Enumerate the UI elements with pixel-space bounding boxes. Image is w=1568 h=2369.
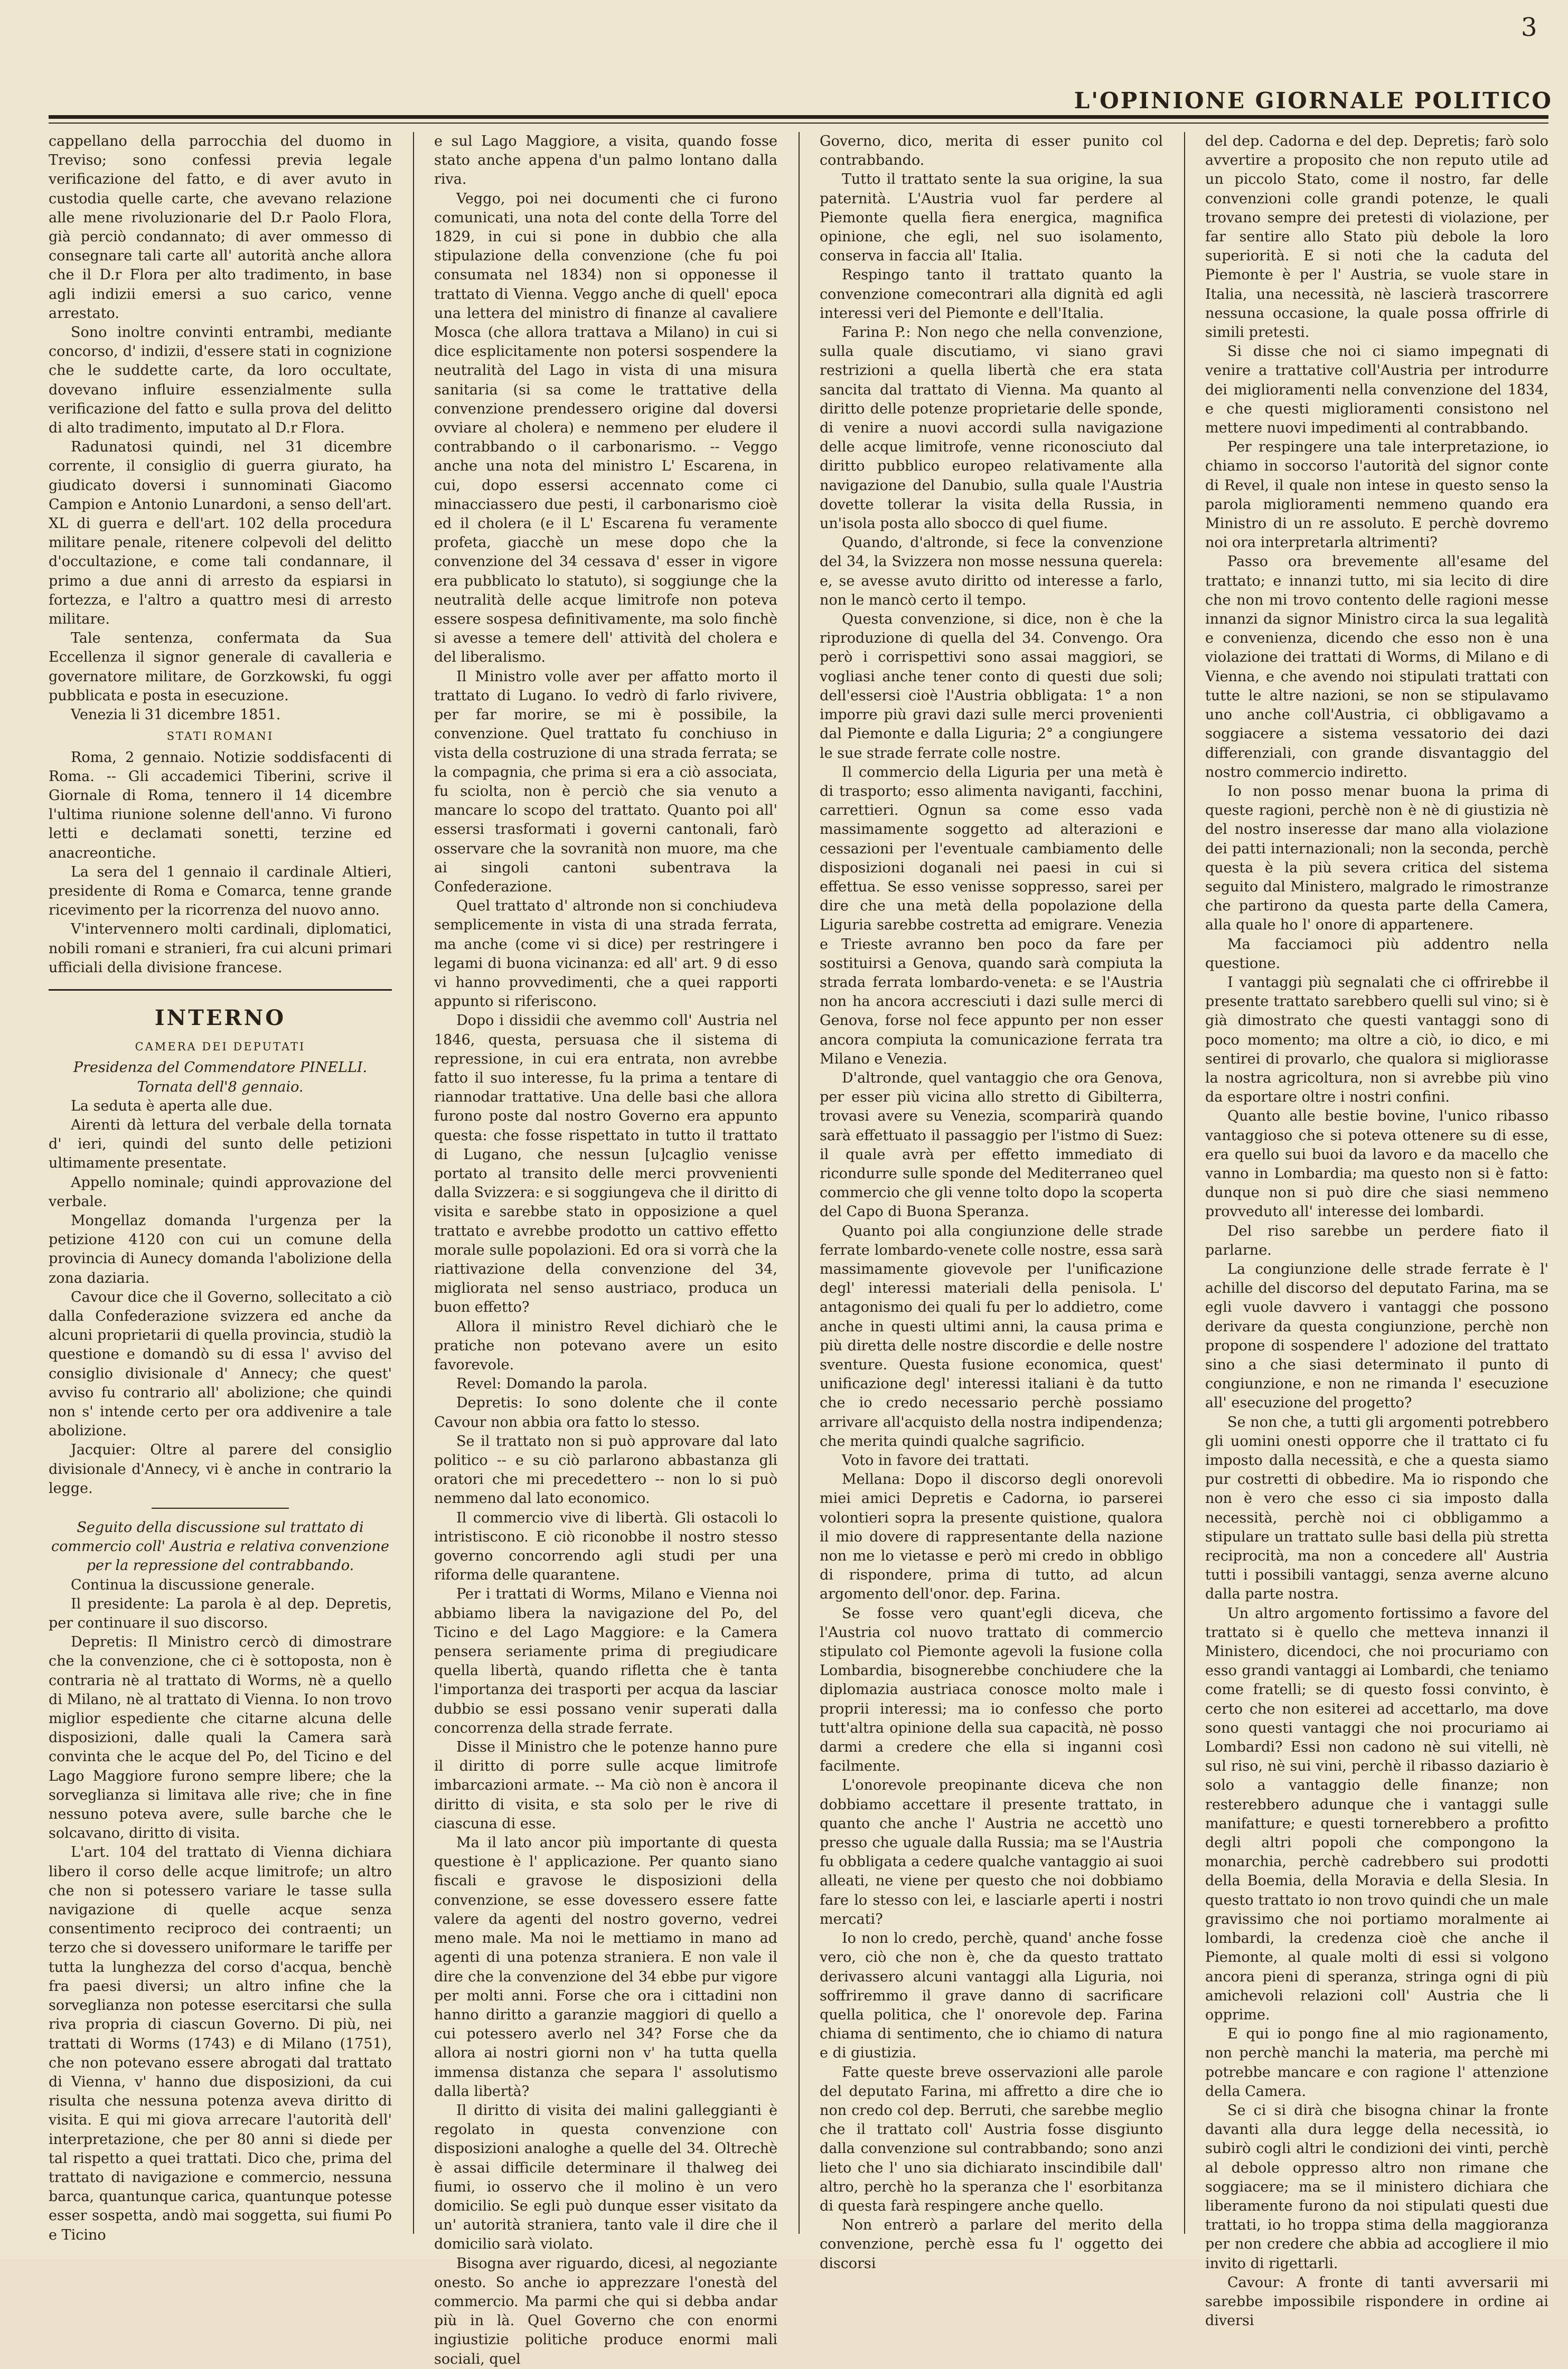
paragraph: Il presidente: La parola è al dep. Depretis, per continuare il suo discorso.	[49, 1595, 392, 1632]
paragraph: del dep. Cadorna e del dep. Depretis; farò solo avvertire a proposito che non reputo utile ad un piccolo Stato, come il nostro, far delle convenzioni colle grandi potenze, le quali trovano sempre dei pretesti di violazione, per far sentire allo Stato più debole la loro superiorità. E si noti che la caduta del Piemonte è per l' Austria, se vuole stare in Italia, una necessità, nè lascierà trascorrere nessuna occasione, la quale possa offrirle di simili pretesti.	[1205, 133, 1548, 341]
paragraph: Io non posso menar buona la prima di queste ragioni, perchè non è nè di giustizia nè del nostro inseresse dar mano alla violazione dei patti internazionali; non la seconda, perchè questa è la più severa critica del sistema seguito dal Ministero, malgrado le rimostranze che partirono da questa parte della Camera, alla quale ho l' onore di appartenere.	[1205, 783, 1548, 934]
paragraph: L'onorevole preopinante diceva che non dobbiamo accettare il presente trattato, in quanto che anche l' Austria ne accettò uno presso che uguale dalla Russia; ma se l'Austria fu obbligata a cedere qualche vantaggio ai suoi alleati, ne viene per questo che noi dobbiamo fare lo stesso con lei, e lasciarle aperti i nostri mercati?	[820, 1777, 1163, 1928]
paragraph: Se ci si dirà che bisogna chinar la fronte davanti alla dura legge della necessità, io subirò cogli altri le condizioni dei vinti, perchè al debole oppresso altro non rimane che soggiacere; ma se il ministero dichiara che liberamente furono da noi stipulati questi due trattati, io ho troppa stima della maggioranza per non credere che abbia ad accogliere il mio invito di rigettarli.	[1205, 2102, 1548, 2272]
paragraph: Se il trattato non si può approvare dal lato politico -- e su ciò parlarono abbastanza gli oratori che mi precedettero -- non lo si può nemmeno dal lato economico.	[434, 1433, 777, 1507]
paragraph: Il commercio vive di libertà. Gli ostacoli lo intristiscono. E ciò riconobbe il nostro stesso governo concorrendo agli studi per una riforma delle quarantene.	[434, 1509, 777, 1584]
dateline: Venezia li 31 dicembre 1851.	[71, 707, 281, 723]
paragraph: Mongellaz domanda l'urgenza per la petizione 4120 con cui un comune della provincia di Aunecy domanda l'abolizione della zona daziaria.	[49, 1212, 392, 1286]
paragraph: Cavour: A fronte di tanti avversarii mi sarebbe impossibile rispondere in ordine ai diversi	[1205, 2274, 1548, 2329]
paragraph: Se non che, a tutti gli argomenti potrebbero gli uomini onesti opporre che il trattato ci fu imposto dalla necessità, e che a questa siamo pur costretti di obbedire. Ma io rispondo che non è vero che esso ci sia imposto dalla necessità, perchè noi ci obbligammo a stipulare un trattato sulle basi della più stretta reciprocità, ma non a concedere all' Austria tutti i possibili vantaggi, senza averne alcuno dalla parte nostra.	[1205, 1414, 1548, 1603]
paragraph: Airenti dà lettura del verbale della tornata d' ieri, quindi del sunto delle petizioni ultimamente presentate.	[49, 1116, 392, 1172]
page-number: 3	[1521, 13, 1537, 42]
paragraph: Se fosse vero quant'egli diceva, che l'Austria col nuovo trattato di commercio stipulato col Piemonte agevoli la fusione colla Lombardia, bisognerebbe conchiudere che la diplomazia austriaca conosce molto male i proprii interessi; ma io confesso che porto tutt'altra opinione della sua capacità, nè posso darmi a credere che ella si inganni così facilmente.	[820, 1605, 1163, 1775]
masthead-title: L'OPINIONE GIORNALE POLITICO	[1074, 88, 1553, 114]
paragraph: Veggo, poi nei documenti che ci furono comunicati, una nota del conte della Torre del 1829, in cui si pone in dubbio che alla stipulazione della convenzione (che fu poi consumata nel 1834) non si opponesse il trattato di Vienna. Veggo anche di quell' epoca una lettera del ministro di finanze al cavaliere Mosca (che allora trattava a Milano) in cui si dice esplicitamente non potersi sospendere la neutralità del Lago in vista di una misura sanitaria (si sa come le trattative della convenzione prendessero origine dal doversi ovviare al cholera) e nemmeno per eludere il contrabbando o il carbonarismo. -- Veggo anche una nota del ministro L' Escarena, in cui, dopo essersi accennato come ci minacciassero due pesti, il carbonarismo cioè ed il cholera (e il L' Escarena fu veramente profeta, giacchè un mese dopo che la convenzione del 34 cessava d' esser in vigore era pubblicato lo statuto), si soggiunge che la neutralità delle acque limitrofe non poteva essere sospesa definitivamente, ma solo finchè si avesse a temere dell' attività del cholera e del liberalismo.	[434, 190, 777, 666]
paragraph: Farina P.: Non nego che nella convenzione, sulla quale discutiamo, vi siano gravi restrizioni a quella libertà che era stata sancita dal trattato di Vienna. Ma quanto al diritto delle potenze proprietarie delle sponde, di venire a nuovi accordi sulla navigazione delle acque limitrofe, venne riconosciuto dal diritto pubblico europeo relativamente alla navigazione del Danubio, sulla quale l'Austria dovette tollerar la visita della Russia, in un'isola posta allo sbocco di quel fiume.	[820, 324, 1163, 532]
paragraph: Un altro argomento fortissimo a favore del trattato si è quello che metteva innanzi il Ministero, dicendoci, che noi procuriamo con esso grandi vantaggi ai Lombardi, che teniamo come fratelli; se di questo fossi convinto, è certo che non esiterei ad accettarlo, ma dove sono questi vantaggi che noi procuriamo ai Lombardi? Essi non cadono nè sui vitelli, nè sul riso, nè sui vini, perchè il ribasso daziario è solo a vantaggio delle finanze; non resterebbero adunque che i vantaggi sulle manifatture; e questi tornerebbero a profitto degli altri popoli che compongono la monarchia, perchè cadrebbero sui prodotti della Boemia, della Moravia e della Slesia. In questo trattato io non trovo quindi che un male gravissimo che noi portiamo moralmente ai lombardi, la credenza cioè che anche il Piemonte, al quale molti di essi si volgono ancora pieni di speranza, stringa ogni di più amichevoli relazioni coll' Austria che li opprime.	[1205, 1605, 1548, 2023]
paragraph: Governo, dico, merita di esser punito col contrabbando.	[820, 133, 1163, 169]
paragraph: Appello nominale; quindi approvazione del verbale.	[49, 1174, 392, 1210]
paragraph: V'intervennero molti cardinali, diplomatici, nobili romani e stranieri, fra cui alcuni primari ufficiali della divisione francese.	[49, 921, 392, 976]
paragraph: Voto in favore dei trattati.	[842, 1452, 1029, 1469]
paragraph: Passo ora brevemente all'esame del trattato; e innanzi tutto, mi sia lecito di dire che non mi trovo contento delle ragioni messe innanzi da signor Ministro circa la sua legalità e convenienza, dicendo che esso non è una violazione dei trattati di Worms, di Milano e di Vienna, e che avendo noi stipulati trattati con tutte le altre nazioni, se non se stipulavamo uno anche coll'Austria, ci obbligavamo a soggiacere a sistema vessatorio dei dazi differenziali, con grande disvantaggio del nostro commercio indiretto.	[1205, 553, 1548, 781]
column-divider	[799, 132, 800, 2234]
paragraph: Quel trattato d' altronde non si conchiudeva semplicemente in vista di una strada ferrata, ma anche (come vi si dice) per restringere i legami di buona vicinanza: ed all' art. 9 di esso vi hanno provvedimenti, che a quei rapporti appunto si riferiscono.	[434, 898, 777, 1010]
paragraph: Respingo tanto il trattato quanto la convenzione comecontrari alla dignità ed agli interessi veri del Piemonte e dell'Italia.	[820, 267, 1163, 322]
paragraph: Del riso sarebbe un perdere fiato il parlarne.	[1205, 1223, 1548, 1258]
paragraph: Il commercio della Liguria per una metà è di trasporto; esso alimenta naviganti, facchini, carrettieri. Ognun sa come esso vada massimamente soggetto ad alterazioni e cessazioni per l'eventuale cambiamento delle disposizioni doganali nei paesi in cui si effettua. Se esso venisse soppresso, sarei per dire che una metà della popolazione della Liguria sarebbe costretta ad emigrare. Venezia e Trieste avranno ben poco da fare per sostituirsi a Genova, quando sarà compiuta la strada ferrata lombardo-veneta: e se l'Austria non ha ancora accresciuti i dazi sulle merci di Genova, forse nol fece appunto per non esser ancora compiuta la comunicazione ferrata tra Milano e Venezia.	[820, 764, 1163, 1067]
paragraph: Mellana: Dopo il discorso degli onorevoli miei amici Depretis e Cadorna, io parserei volontieri sopra la presente quistione, qualora il mio dovere di rappresentante della nazione non me lo vietasse e però mi credo in obbligo di rispondere, prima di tutto, ad alcun argomento dell'onor. dep. Farina.	[820, 1471, 1163, 1603]
subheading-presidenza: Presidenza del Commendatore PINELLI.	[73, 1059, 368, 1076]
column-1	[49, 132, 392, 2243]
paragraph: E qui io pongo fine al mio ragionamento, non perchè manchi la materia, ma perchè mi potrebbe mancare e con ragione l' attenzione della Camera.	[1205, 2026, 1548, 2100]
subheading-camera: CAMERA DEI DEPUTATI	[135, 1040, 306, 1054]
paragraph: Allora il ministro Revel dichiarò che le pratiche non potevano avere un esito favorevole.	[434, 1318, 777, 1373]
paragraph: Quando, d'altronde, si fece la convenzione del 34, la Svizzera non mosse nessuna querela: e, se avesse avuto diritto od interesse a farlo, non le mancò certo il tempo.	[820, 534, 1163, 608]
paragraph: Radunatosi quindi, nel 31 dicembre corrente, il consiglio di guerra giurato, ha giudicato doversi i sunnominati Giacomo Campion e Antonio Lunardoni, a senso dell'art. XL di guerra e dell'art. 102 della procedura militare penale, ritenere colpevoli del delitto d'occultazione, e come tali condannare, il primo a due anni di arresto da espiarsi in fortezza, e l'altro a quattro mesi di arresto militare.	[49, 439, 392, 628]
paragraph: Roma, 2 gennaio. Notizie soddisfacenti di Roma. -- Gli accademici Tiberini, scrive il Giornale di Roma, tennero il 14 dicembre l'ultima riunione solenne dell'anno. Vi furono letti e declamati sonetti, terzine ed anacreontiche.	[49, 749, 392, 861]
paragraph: Per respingere una tale interpretazione, io chiamo in soccorso l'autorità del signor conte di Revel, il quale non intese in questo senso la parola miglioramenti nemmeno quando era Ministro di un re assoluto. E perchè dovremo noi ora interpretarla altrimenti?	[1205, 439, 1548, 551]
paragraph: Tutto il trattato sente la sua origine, la sua paternità. L'Austria vuol far perdere al Piemonte quella fiera energica, magnifica opinione, che egli, nel suo isolamento, conserva in faccia all' Italia.	[820, 171, 1163, 265]
paragraph: e sul Lago Maggiore, a visita, quando fosse stato anche appena d'un palmo lontano dalla riva.	[434, 133, 777, 188]
column-divider	[1184, 132, 1185, 2234]
paragraph: La sera del 1 gennaio il cardinale Altieri, presidente di Roma e Comarca, tenne grande ricevimento per la ricorrenza del nuovo anno.	[49, 863, 392, 919]
short-rule	[152, 1508, 289, 1509]
section-heading-stati-romani: STATI ROMANI	[166, 730, 274, 743]
paragraph: cappellano della parrocchia del duomo in Treviso; sono confessi previa legale verificazione del fatto, e di aver avuto in custodia quelle carte, che avevano relazione alle mene rivoluzionarie del D.r Paolo Flora, già perciò condannato; di aver ommesso di consegnare tali carte all' autorità anche allora che il D.r Flora per alto tradimento, in base agli indizii emersi a suo carico, venne arrestato.	[49, 133, 392, 322]
paragraph: Continua la discussione generale.	[71, 1576, 315, 1593]
subheading-tornata: Tornata dell'8 gennaio.	[137, 1078, 304, 1095]
masthead-rule-thick	[49, 115, 1548, 119]
paragraph: D'altronde, quel vantaggio che ora Genova, per esser più vicina allo stretto di Gibilterra, trovasi avere su Venezia, scomparirà quando sarà effettuato il passaggio per l'istmo di Suez: il quale avrà per effetto immediato di ricondurre sulle sponde del Mediterraneo quel commercio che gli venne tolto dopo la scoperta del Capo di Buona Speranza.	[820, 1069, 1163, 1220]
paragraph: Cavour dice che il Governo, sollecitato a ciò dalla Confederazione svizzera ed anche da alcuni proprietarii di quella provincia, studiò la questione e domandò su di essa l' avviso del consiglio divisionale d' Annecy; che quest' avviso fu contrario all' abolizione; che quindi non s' intende certo per ora addivenire a tale abolizione.	[49, 1289, 392, 1440]
text-columns	[49, 132, 1548, 2367]
paragraph: Ma il lato ancor più importante di questa questione è l' applicazione. Per quanto siano fiscali e gravose le disposizioni della convenzione, se esse dovessero essere fatte valere da agenti del nostro governo, vedrei meno male. Ma noi le mettiamo in mano ad agenti di una potenza straniera. E non vale il dire che la convenzione del 34 ebbe pur vigore per molti anni. Forse che ora i cittadini non hanno diritto a garanzie maggiori di quello a cui potessero averlo nel 34? Forse che da allora ai nostri giorni non v' ha tutta quella immensa distanza che separa l' assolutismo dalla libertà?	[434, 1835, 777, 2100]
paragraph: Ma facciamoci più addentro nella questione.	[1205, 936, 1548, 972]
paragraph: La seduta è aperta alle due.	[71, 1097, 273, 1114]
paragraph: Non entrerò a parlare del merito della convenzione, perchè essa fu l' oggetto dei discorsi	[820, 2217, 1163, 2272]
paragraph: Tale sentenza, confermata da Sua Eccellenza il signor generale di cavalleria e governatore militare, de Gorzkowski, fu oggi pubblicata e posta in esecuzione.	[49, 630, 392, 704]
paragraph: Il diritto di visita dei malini galleggianti è regolato in questa convenzione con disposizioni analoghe a quelle del 34. Oltrechè è assai difficile determinare il thalweg dei fiumi, io osservo che il molino è un vero domicilio. Se egli può dunque esser visitato da un' autorità straniera, tanto vale il dire che il domicilio sarà violato.	[434, 2102, 777, 2253]
paragraph: Bisogna aver riguardo, dicesi, al negoziante onesto. So anche io apprezzare l'onestà del commercio. Ma parmi che qui si debba andar più in là. Quel Governo che con enormi ingiustizie politiche produce enormi mali sociali, quel	[434, 2255, 777, 2367]
paragraph: Disse il Ministro che le potenze hanno pure il diritto di porre sulle acque limitrofe imbarcazioni armate. -- Ma ciò non è ancora il diritto di visita, e sta solo per le rive di ciascuna di esse.	[434, 1739, 777, 1832]
paragraph: Fatte queste breve osservazioni alle parole del deputato Farina, mi affretto a dire che io non credo col dep. Berruti, che sarebbe meglio che il trattato coll' Austria fosse disgiunto dalla convenzione sul contrabbando; sono anzi lieto che l' uno sia dichiarato inscindibile dall' altro, perchè ho la speranza che l' esorbitanza di questa farà respingere anche quello.	[820, 2064, 1163, 2214]
paragraph: La congiunzione delle strade ferrate è l' achille del discorso del deputato Farina, ma se egli vuole davvero i vantaggi che possono derivare da questa congiunzione, perchè non propone di sospendere l' adozione del trattato sino a che siasi determinato il punto di congiunzione, e non ne rimanda l' esecuzione all' esecuzione del progetto?	[1205, 1261, 1548, 1412]
paragraph: Per i trattati di Worms, Milano e Vienna noi abbiamo libera la navigazione del Po, del Ticino e del Lago Maggiore: e la Camera pensera seriamente prima di pregiudicare quella libertà, quando rifletta che è tanta l'importanza dei trasporti per acqua da lasciar dubbio se essi possano venir superati dalla concorrenza della strade ferrate.	[434, 1586, 777, 1736]
paragraph: Jacquier: Oltre al parere del consiglio divisionale d'Annecy, vi è anche in contrario la legge.	[49, 1442, 392, 1497]
column-4	[1205, 132, 1548, 2329]
paragraph: I vantaggi più segnalati che ci offrirebbe il presente trattato sarebbero quelli sul vino; si è già dimostrato che questi vantaggi sono di poco momento; ma oltre a ciò, io dico, e mi sentirei di provarlo, che qualora si migliorasse la nostra agricoltura, non si avrebbe più vino da esportare oltre i nostri confini.	[1205, 974, 1548, 1106]
paragraph: Si disse che noi ci siamo impegnati di venire a trattative coll'Austria per introdurre dei miglioramenti nella convenzione del 1834, e che questi miglioramenti consistono nel mettere nuovi impedimenti al contrabbando.	[1205, 343, 1548, 437]
paragraph: Quanto poi alla congiunzione delle strade ferrate lombardo-venete colle nostre, essa sarà massimamente giovevole per l'unificazione degl' interessi materiali della penisola. L' antagonismo dei quali fu per lo addietro, come anche in questi ultimi anni, la causa prima e più diretta delle nostre discordie e delle nostre sventure. Questa fusione economica, quest' unificazione degl' interessi italiani è da tutto che io credo necessario perchè possiamo arrivare all'acquisto della nostra indipendenza; che merita quindi qualche sagrificio.	[820, 1223, 1163, 1450]
paragraph: Sono inoltre convinti entrambi, mediante concorso, d' indizii, d'essere stati in cognizione che le suddette carte, da loro occultate, dovevano influire essenzialmente sulla verificazione del fatto e sulla prova del delitto di alto tradimento, imputato al D.r Flora.	[49, 324, 392, 437]
paragraph: L'art. 104 del trattato di Vienna dichiara libero il corso delle acque limitrofe; un altro che non si potessero variare le tasse sulla navigazione di quelle acque senza consentimento reciproco dei contraenti; un terzo che si dovessero uniformare le tariffe per tutta la lunghezza del corso d'acqua, benchè fra paesi diversi; un altro infine che la sorveglianza non potesse esercitarsi che sulla riva propria di ciascun Governo. Di più, nei trattati di Worms (1743) e di Milano (1751), che non potevano essere abrogati dal trattato di Vienna, v' hanno due disposizioni, da cui risulta che nessuna potenza aveva diritto di visita. E qui mi giova arrecare l'autorità dell' interpretazione, che per 80 anni si diede per tal rispetto a quei trattati. Dico che, prima del trattato di navigazione e commercio, nessuna barca, quantunque carica, quantunque potesse esser sospetta, andò mai soggetta, sui fiumi Po e Ticino	[49, 1844, 392, 2243]
column-3	[820, 132, 1163, 2272]
subheading-seguito: Seguito della discussione sul trattato di commercio coll' Austria e relativa convenzione per la repressione del contrabbando.	[51, 1519, 389, 1574]
masthead-rule-thin	[49, 123, 1548, 124]
paragraph: Il Ministro volle aver per affatto morto il trattato di Lugano. Io vedrò di farlo rivivere, per far morire, se mi è possibile, la convenzione. Quel trattato fu conchiuso in vista della costruzione di una strada ferrata; se la compagnia, che prima si era a ciò associata, fu sciolta, non è perciò che sia venuto a mancare lo scopo del trattato. Quanto poi all' essersi trasformati i governi cantonali, farò osservare che la sovranità non muore, ma che ai singoli cantoni subentrava la Confederazione.	[434, 668, 777, 895]
section-rule	[49, 989, 392, 991]
column-2	[434, 132, 777, 2367]
paragraph: Io non lo credo, perchè, quand' anche fosse vero, ciò che non è, che da questo trattato derivassero alcuni vantaggi alla Liguria, noi soffriremmo il grave danno di sacrificare quella politica, che l' onorevole dep. Farina chiama di sentimento, che io chiamo di natura e di giustizia.	[820, 1930, 1163, 2062]
paragraph: Depretis: Il Ministro cercò di dimostrare che la convenzione, che ci è sottoposta, non è contraria nè al trattato di Worms, nè a quello di Milano, nè al trattato di Vienna. Io non trovo miglior espediente che citarne alcuna delle disposizioni, dalle quali la Camera sarà convinta che le acque del Po, del Ticino e del Lago Maggiore furono sempre libere; che la sorveglianza si limitava alle rive; che in fine nessuno poteva avere, sulle barche che le solcavano, diritto di visita.	[49, 1634, 392, 1842]
paragraph: Questa convenzione, si dice, non è che la riproduzione di quella del 34. Convengo. Ora però i corrispettivi sono assai maggiori, se vogliasi anche tener conto di questi due soli; dell'essersi cioè l'Austria obbligata: 1° a non imporre più gravi dazi sulle merci provenienti dal Piemonte e dalla Liguria; 2° a congiungere le sue strade ferrate colle nostre.	[820, 611, 1163, 762]
paragraph: Revel: Domando la parola.	[456, 1376, 648, 1393]
paragraph: Quanto alle bestie bovine, l'unico ribasso vantaggioso che si poteva ottenere su di esse, era quello sui buoi da lavoro e da macello che vanno in Lombardia; ma questo non si è fatto: dunque non si può dire che siasi nemmeno provveduto all' interesse dei lombardi.	[1205, 1108, 1548, 1220]
paragraph: Dopo i dissidii che avemmo coll' Austria nel 1846, questa, persuasa che il sistema di repressione, in cui era entrata, non avrebbe fatto il suo interesse, fu la prima a tentare di riannodar trattative. Una delle basi che allora furono poste dal nostro Governo era appunto questa: che fosse rispettato in tutto il trattato di Lugano, che nessun [u]caglio venisse portato al transito delle merci provvenienti dalla Svizzera: e si soggiungeva che il diritto di visita e sarebbe stato in opposizione a quel trattato e avrebbe prodotto un cattivo effetto morale sulle popolazioni. Ed ora si vorrà che la riattivazione della convenzione del 34, migliorata nel senso austriaco, produca un buon effetto?	[434, 1012, 777, 1316]
column-divider	[413, 132, 414, 2234]
section-heading-interno: INTERNO	[154, 1005, 286, 1030]
paragraph: Depretis: Io sono dolente che il conte Cavour non abbia ora fatto lo stesso.	[434, 1395, 777, 1431]
